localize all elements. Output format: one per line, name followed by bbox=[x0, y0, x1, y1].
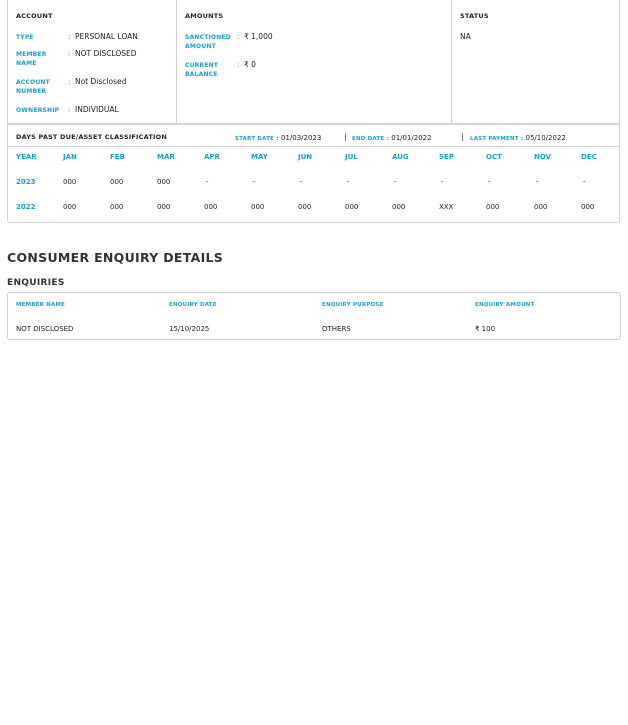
status-header: STATUS bbox=[460, 12, 489, 20]
start-date-label: START DATE bbox=[235, 136, 275, 142]
enquiry-purpose: OTHERS bbox=[322, 325, 351, 333]
dpd-cell: 000 bbox=[581, 203, 595, 211]
dpd-col-oct: OCT bbox=[486, 153, 502, 161]
dpd-cell: 000 bbox=[534, 203, 548, 211]
start-date-separator: : bbox=[276, 136, 279, 142]
sanctioned-amount-label: SANCTIONED AMOUNT bbox=[185, 34, 231, 50]
dpd-cell: 000 bbox=[345, 203, 359, 211]
status-column bbox=[452, 0, 619, 123]
dpd-col-aug: AUG bbox=[392, 153, 409, 161]
enquiry-col-member-name: MEMBER NAME bbox=[16, 302, 66, 308]
account-number-label: ACCOUNT NUMBER bbox=[16, 79, 50, 95]
amounts-header: AMOUNTS bbox=[185, 12, 224, 20]
account-card bbox=[7, 0, 620, 223]
dpd-row bbox=[8, 203, 619, 227]
section-title: CONSUMER ENQUIRY DETAILS bbox=[7, 250, 224, 265]
enquiry-table bbox=[7, 292, 621, 340]
dpd-col-jan: JAN bbox=[63, 153, 77, 161]
dpd-cell: - bbox=[488, 178, 491, 186]
date-divider: | bbox=[344, 132, 347, 141]
dpd-title: DAYS PAST DUE/ASSET CLASSIFICATION bbox=[16, 133, 167, 141]
enquiry-col-enquiry-purpose: ENQUIRY PURPOSE bbox=[322, 302, 384, 308]
dpd-year: 2022 bbox=[16, 203, 36, 211]
end-date-label: END DATE bbox=[352, 136, 385, 142]
enquiry-col-enquiry-amount: ENQUIRY AMOUNT bbox=[475, 302, 535, 308]
sanctioned-amount-value: ₹ 1,000 bbox=[244, 32, 273, 41]
dpd-col-apr: APR bbox=[204, 153, 220, 161]
start-date bbox=[235, 133, 321, 144]
dpd-cell: 000 bbox=[251, 203, 265, 211]
enquiry-date: 15/10/2025 bbox=[169, 325, 210, 333]
member-name-label: MEMBER NAME bbox=[16, 51, 47, 67]
end-date-value: 01/01/2022 bbox=[391, 134, 432, 142]
dpd-cell: - bbox=[347, 178, 350, 186]
last-payment-value: 05/10/2022 bbox=[525, 134, 566, 142]
dpd-cell: 000 bbox=[63, 178, 77, 186]
dpd-col-feb: FEB bbox=[110, 153, 125, 161]
dpd-cell: 000 bbox=[157, 178, 171, 186]
dpd-cell: - bbox=[441, 178, 444, 186]
dpd-header-bar bbox=[8, 123, 619, 147]
dpd-cell: 000 bbox=[486, 203, 500, 211]
dpd-cell: 000 bbox=[157, 203, 171, 211]
dpd-cell: 000 bbox=[110, 203, 124, 211]
dpd-col-mar: MAR bbox=[157, 153, 175, 161]
sanctioned-amount-separator: : bbox=[237, 33, 240, 41]
ownership-separator: : bbox=[68, 106, 71, 114]
last-payment-label: LAST PAYMENT bbox=[470, 136, 519, 142]
dpd-cell: - bbox=[394, 178, 397, 186]
member-name-separator: : bbox=[68, 50, 71, 58]
date-divider: | bbox=[461, 132, 464, 141]
dpd-cell: - bbox=[206, 178, 209, 186]
enquiries-subtitle: ENQUIRIES bbox=[7, 278, 65, 288]
account-column bbox=[8, 0, 177, 123]
dpd-col-jul: JUL bbox=[345, 153, 358, 161]
enquiry-col-enquiry-date: ENQUIRY DATE bbox=[169, 302, 217, 308]
ownership-label: OWNERSHIP bbox=[16, 107, 60, 114]
dpd-col-jun: JUN bbox=[298, 153, 313, 161]
current-balance-separator: : bbox=[237, 61, 240, 69]
dpd-cell: 000 bbox=[63, 203, 77, 211]
end-date-separator: : bbox=[386, 136, 389, 142]
type-separator: : bbox=[68, 33, 71, 41]
dpd-cell: - bbox=[536, 178, 539, 186]
dpd-cell: - bbox=[300, 178, 303, 186]
dpd-year: 2023 bbox=[16, 178, 36, 186]
ownership-value: INDIVIDUAL bbox=[75, 105, 119, 114]
type-value: PERSONAL LOAN bbox=[75, 32, 138, 41]
dpd-column-headers bbox=[8, 153, 619, 177]
dpd-cell: 000 bbox=[110, 178, 124, 186]
amounts-column bbox=[177, 0, 452, 123]
dpd-row bbox=[8, 178, 619, 202]
last-payment-separator: : bbox=[520, 136, 524, 142]
dpd-col-sep: SEP bbox=[439, 153, 454, 161]
dpd-cell: 000 bbox=[298, 203, 312, 211]
current-balance-label: CURRENT BALANCE bbox=[185, 62, 219, 78]
account-header: ACCOUNT bbox=[16, 12, 53, 20]
dpd-cell: - bbox=[583, 178, 586, 186]
account-number-value: Not Disclosed bbox=[75, 77, 127, 86]
start-date-value: 01/03/2023 bbox=[280, 134, 322, 142]
dpd-cell: 000 bbox=[392, 203, 406, 211]
end-date bbox=[352, 133, 432, 144]
member-name-value: NOT DISCLOSED bbox=[75, 49, 137, 58]
dpd-col-may: MAY bbox=[251, 153, 268, 161]
enquiry-amount: ₹ 100 bbox=[475, 325, 496, 333]
current-balance-value: ₹ 0 bbox=[244, 60, 256, 69]
dpd-col-year: YEAR bbox=[16, 153, 37, 161]
dpd-cell: 000 bbox=[204, 203, 218, 211]
status-value: NA bbox=[460, 32, 471, 41]
last-payment bbox=[470, 133, 566, 144]
enquiry-member-name: NOT DISCLOSED bbox=[16, 325, 74, 333]
account-number-separator: : bbox=[68, 78, 71, 86]
dpd-cell: XXX bbox=[439, 203, 454, 211]
dpd-cell: - bbox=[253, 178, 256, 186]
type-label: TYPE bbox=[16, 34, 34, 41]
dpd-col-dec: DEC bbox=[581, 153, 597, 161]
dpd-col-nov: NOV bbox=[534, 153, 552, 161]
